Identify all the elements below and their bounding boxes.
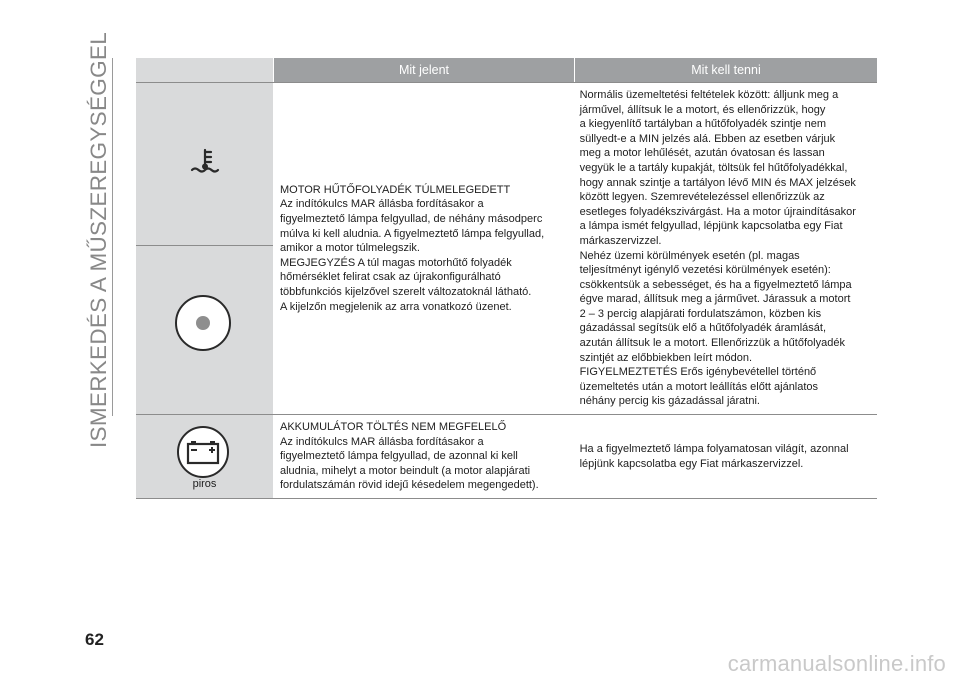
chapter-title [84,31,114,449]
page-number: 62 [85,630,104,649]
meaning-text: AKKUMULÁTOR TÖLTÉS NEM MEGFELELŐ Az indítókulcs MAR állásba fordításakor a figyelmeztető lámpa felgyullad, de azonnal ki kell aludnia, mihelyt a motor beindult (a motor alapjárati fordulatszámán rövid idejű késedelem megengedett). [280,421,539,492]
row-divider [136,245,273,246]
icon-caption: piros [192,478,217,490]
chapter-title-text: ISMERKEDÉS A MŰSZEREGYSÉGGEL [86,31,112,449]
warning-lights-table [136,58,877,499]
meaning-text: MOTOR HŰTŐFOLYADÉK TÚLMELEGEDETT Az indítókulcs MAR állásba fordításakor a figyelmeztető lámpa felgyullad, de néhány másodperc múlva ki kell aludnia. A figyelmeztető lámpa felgyullad, amikor a motor túlmelegszik. MEGJEGYZÉS A túl magas motorhűtő folyadék hőmérséklet felirat csak az újrakonfigurálható többfunkciós kijelzővel szerelt változatoknál látható. A kijelzőn megjelenik az arra vonatkozó üzenet. [280,183,545,313]
grey-dot-icon [174,294,232,352]
action-text: Normális üzemeltetési feltételek között: álljunk meg a járművel, állítsuk le a motort, és ellenőrizzük, hogy a kiegyenlítő tartályban a hűtőfolyadék szintje nem süllyedt-e a MIN jelzés alá. Ebben az esetben várjuk meg a motor lehűlését, azután óvatosan és lassan vegyük le a tartály kupakját, töltsük fel hűtőfolyadékkal, hogy annak szintje a tartályon lévő MIN és MAX jelzések között legyen. Szemrevételezéssel ellenőrizzük az esetleges folyadékszivárgást. Ha a motor újraindításakor a lámpa ismét felgyullad, lépjünk kapcsolatba egy Fiat márkaszervizzel. Nehéz üzemi körülmények esetén (pl. magas teljesítményt igénylő vezetési körülmények esetén): csökkentsük a sebességet, és ha a figyelmeztető lámpa égve marad, állítsuk meg a járművet. Járassuk a motort 2 – 3 percig alapjárati fordulatszámon, közben kis gázadással segítsük elő a hűtőfolyadék áramlását, azután állítsuk le a motort. Ellenőrizzük a hűtőfolyadék szintjét az előbbiekben leírt módon. FIGYELMEZTETÉS Erős igénybevétellel történő üzemeltetés után a motort leállítás előtt ajánlatos néhány percig kis gázadással járatni. [579,88,856,408]
battery-icon [174,426,232,478]
header-icon-cell [136,58,273,82]
icon-cell [136,83,273,414]
watermark: carmanualsonline.info [727,651,946,676]
header-meaning: Mit jelent [274,58,574,82]
meaning-cell [273,415,570,498]
table-row [136,82,877,415]
header-action: Mit kell tenni [575,58,877,82]
action-cell [570,415,877,498]
icon-cell [136,415,273,498]
action-cell [570,83,877,414]
meaning-cell [273,83,570,414]
chapter-divider-line [112,58,113,416]
action-text: Ha a figyelmeztető lámpa folyamatosan világít, azonnal lépjünk kapcsolatba egy Fiat márkaszervizzel. [579,442,849,470]
coolant-temperature-icon [190,148,220,176]
table-row [136,415,877,499]
table-header [136,58,877,82]
